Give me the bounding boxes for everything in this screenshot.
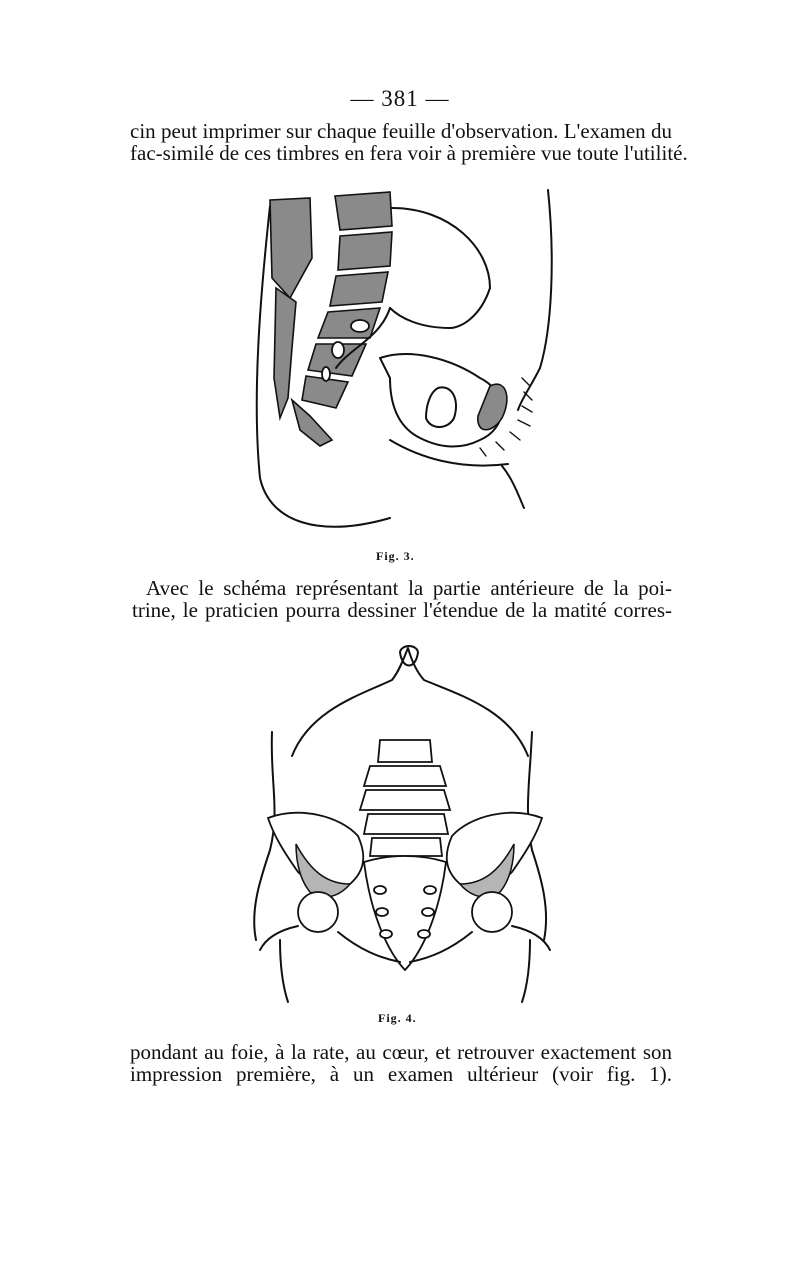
figure-3-sagittal-pelvis-illustration — [240, 178, 570, 548]
paragraph-3-line-1: pondant au foie, à la rate, au cœur, et retrouver exactement son — [130, 1040, 672, 1064]
paragraph-2-line-2: trine, le praticien pourra dessiner l'étendue de la matité corres- — [132, 598, 672, 622]
figure-4-left-femur — [260, 926, 298, 1002]
paragraph-1-line-2: fac-similé de ces timbres en fera voir à première vue toute l'utilité. — [130, 141, 688, 165]
page-number: — 381 — — [350, 86, 450, 111]
figure-4-lumbar-vertebrae — [360, 740, 450, 856]
figure-3-symphysis — [478, 384, 507, 430]
figure-3-sacrum — [270, 198, 332, 446]
figure-3-oval-2 — [332, 342, 344, 358]
paragraph-3 — [130, 1041, 672, 1085]
figure-3-oval-3 — [322, 367, 330, 381]
paragraph-1-line-1: cin peut imprimer sur chaque feuille d'observation. L'examen du — [130, 119, 672, 143]
figure-3-abdomen-contour — [518, 190, 552, 410]
figure-3-foramen — [426, 387, 456, 427]
figure-4-left-flank — [254, 732, 274, 940]
figure-4-left-femoral-head — [298, 892, 338, 932]
figure-3-vertebrae — [302, 192, 392, 408]
paragraph-2 — [132, 576, 672, 622]
figure-3-caption: Fig. 3. — [376, 549, 415, 563]
paragraph-1 — [130, 119, 688, 165]
figure-4-caption: Fig. 4. — [378, 1011, 417, 1025]
figure-4-frontal-pelvis-illustration — [240, 640, 570, 1010]
figure-3-oval-1 — [351, 320, 369, 332]
figure-4-right-femoral-head — [472, 892, 512, 932]
figure-3-perineum-contour — [390, 440, 508, 466]
paragraph-2-line-1: Avec le schéma représentant la partie antérieure de la poi- — [146, 576, 672, 600]
paragraph-3-line-2: impression première, à un examen ultérieur (voir fig. 1). — [130, 1062, 672, 1086]
figure-3-limb-contour — [502, 466, 524, 508]
figure-3-organ-contour — [390, 208, 490, 328]
